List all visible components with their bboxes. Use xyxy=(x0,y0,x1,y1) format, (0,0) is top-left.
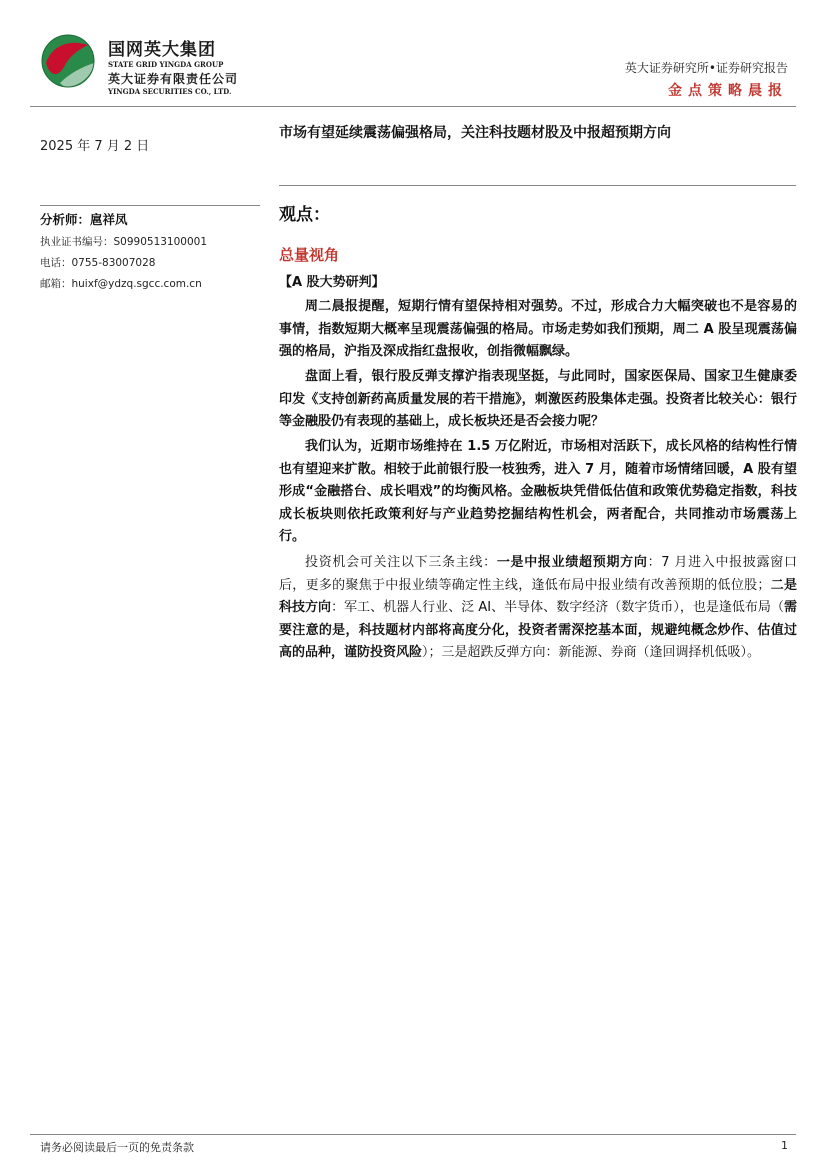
p4-line-one: 一是中报业绩超预期方向 xyxy=(496,555,648,570)
p4-line-three: ）；三是超跌反弹方向：新能源、券商（逢回调择机低吸）。 xyxy=(422,645,761,660)
report-type: 金点策略晨报 xyxy=(668,83,788,99)
sub-heading: 【A 股大势研判】 xyxy=(279,275,385,290)
p4-intro: 投资机会可关注以下三条主线： xyxy=(305,555,497,570)
globe-logo-icon xyxy=(40,33,100,93)
disclaimer-note: 请务必阅读最后一页的免责条款 xyxy=(40,1141,194,1154)
license-number: 执业证书编号：S0990513100001 xyxy=(40,236,208,248)
page-number: 1 xyxy=(781,1139,788,1152)
view-heading: 观点： xyxy=(279,205,330,225)
left-divider xyxy=(40,205,260,206)
p4-line-two-detail: ：军工、机器人行业、泛 AI、半导体、数字经济（数字货币），也是逢低布局（ xyxy=(331,600,784,615)
paragraph-1: 周二晨报提醒，短期行情有望保持相对强势。不过，形成合力大幅突破也不是容易的事情，指数短期大概率呈现震荡偏强的格局。市场走势如我们预期，周二 A 股呈现震荡偏强的格局，沪指及深成指红盘报收，创指微幅飘绿。 xyxy=(279,299,797,359)
logo-en-sub: YINGDA SECURITIES CO., LTD. xyxy=(108,87,232,96)
paragraph-3: 我们认为，近期市场维持在 1.5 万亿附近，市场相对活跃下，成长风格的结构性行情也有望迎来扩散。相较于此前银行股一枝独秀，进入 7 月，随着市场情绪回暖，A 股有望形成“金融搭台、成长唱戏”的均衡风格。金融板块凭借低估值和政策优势稳定指数，科技成长板块则依托政策利好与产业趋势挖掘结构性机会，两者配合，共同推动市场震荡上行。 xyxy=(279,439,797,544)
title-divider xyxy=(279,185,796,186)
report-date: 2025 年 7 月 2 日 xyxy=(40,139,150,154)
paragraph-4 xyxy=(279,552,797,665)
analyst-name: 分析师：扈祥凤 xyxy=(40,212,128,227)
report-title: 市场有望延续震荡偏强格局，关注科技题材股及中报超预期方向 xyxy=(279,125,671,141)
header-divider xyxy=(30,106,796,107)
institute-label: 英大证券研究所•证券研究报告 xyxy=(624,61,788,75)
logo-cn-name: 国网英大集团 xyxy=(108,40,216,60)
p4-line-two: 二是科技方向 xyxy=(279,577,797,615)
p4-risk-note: 需要注意的是，科技题材内部将高度分化，投资者需深挖基本面，规避纯概念炒作、估值过高的品种，谨防投资风险 xyxy=(279,600,797,660)
paragraph-2: 盘面上看，银行股反弹支撑沪指表现坚挺，与此同时，国家医保局、国家卫生健康委印发《支持创新药高质量发展的若干措施》，刺激医药股集体走强。投资者比较关心：银行等金融股仍有表现的基础上，成长板块还是否会接力呢？ xyxy=(279,369,797,429)
section-heading: 总量视角 xyxy=(279,246,340,264)
logo-cn-sub: 英大证券有限责任公司 xyxy=(108,72,239,86)
logo-en-group: STATE GRID YINGDA GROUP xyxy=(108,60,224,69)
phone-number: 电话：0755-83007028 xyxy=(40,257,156,269)
company-logo xyxy=(40,33,260,95)
p4-line-one-detail: ：7 月进入中报披露窗口后，更多的聚焦于中报业绩等确定性主线，逢低布局中报业绩有改善预期的低位股； xyxy=(279,555,797,593)
footer-divider xyxy=(30,1134,796,1135)
email-address: 邮箱：huixf@ydzq.sgcc.com.cn xyxy=(40,278,202,290)
